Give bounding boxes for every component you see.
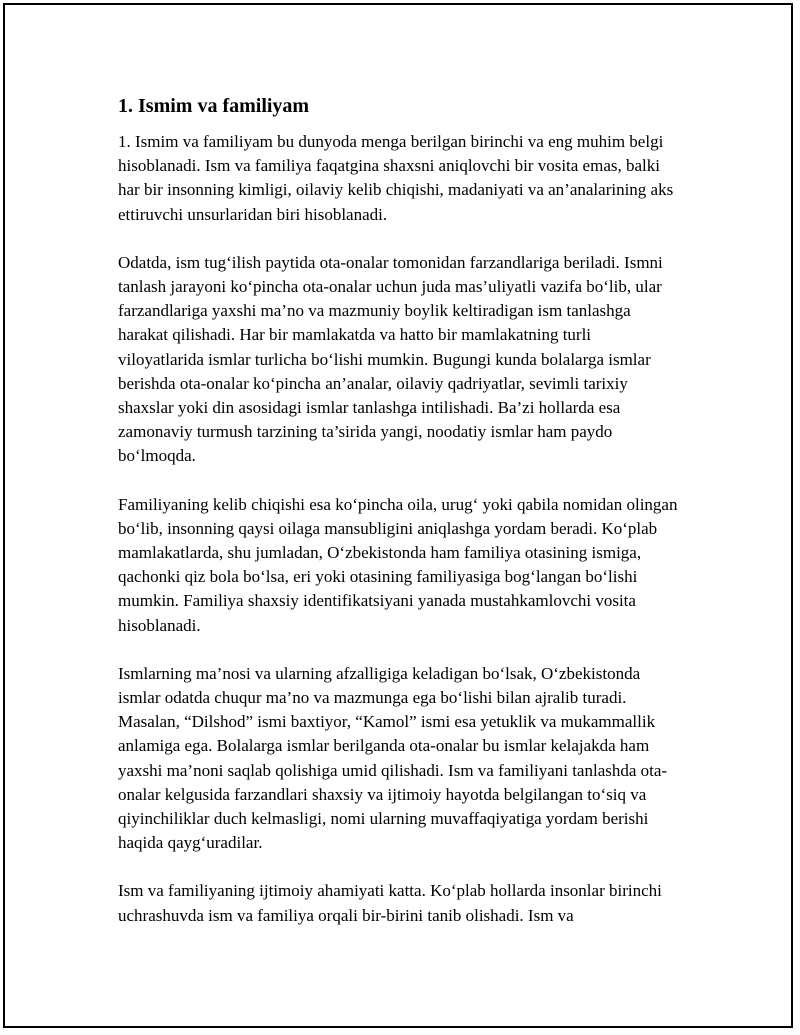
- paragraph-2: Odatda, ism tug‘ilish paytida ota-onalar tomonidan farzandlariga beriladi. Ismni tanlash jarayoni ko‘pincha ota-onalar uchun juda mas’uliyatli vazifa bo‘lib, ular farzandlariga yaxshi ma’no va mazmuniy boylik keltiradigan ism tanlashga harakat qilishadi. Har bir mamlakatda va hatto bir mamlakatning turli viloyatlarida ismlar turlicha bo‘lishi mumkin. Bugungi kunda bolalarga ismlar berishda ota-onalar ko‘pincha an’analar, oilaviy qadriyatlar, sevimli tarixiy shaxslar yoki din asosidagi ismlar tanlashga intilishadi. Ba’zi hollarda esa zamonaviy turmush tarzining ta’sirida yangi, noodatiy ismlar ham paydo bo‘lmoqda.: [118, 252, 663, 466]
- paragraph-4: Ismlarning ma’nosi va ularning afzalligiga keladigan bo‘lsak, O‘zbekistonda ismlar odatda chuqur ma’no va mazmunga ega bo‘lishi bilan ajralib turadi. Masalan, “Dilshod” ismi baxtiyor, “Kamol” ismi esa yetuklik va mukammallik anlamiga ega. Bolalarga ismlar berilganda ota-onalar bu ismlar kelajakda ham yaxshi ma’noni saqlab qolishiga umid qilishadi. Ism va familiyani tanlashda ota-onalar kelgusida farzandlari shaxsiy va ijtimoiy hayotda belgilangan to‘siq va qiyinchiliklar duch kelmasligi, nomi ularning muvaffaqiyatiga yordam berishi haqida qayg‘uradilar.: [118, 663, 668, 853]
- paragraph-1: 1. Ismim va familiyam bu dunyoda menga berilgan birinchi va eng muhim belgi hisoblanadi. Ism va familiya faqatgina shaxsni aniqlovchi bir vosita emas, balki har bir insonning kimligi, oilaviy kelib chiqishi, madaniyati va an’analarining aks ettiruvchi unsurlaridan biri hisoblanadi.: [118, 132, 674, 224]
- document-body: [118, 92, 678, 952]
- paragraph-3: Familiyaning kelib chiqishi esa ko‘pincha oila, urug‘ yoki qabila nomidan olingan bo‘lib, insonning qaysi oilaga mansubligini aniqlashga yordam beradi. Ko‘plab mamlakatlarda, shu jumladan, O‘zbekistonda ham familiya otasining ismiga, qachonki qiz bola bo‘lsa, eri yoki otasining familiyasiga bog‘langan bo‘lishi mumkin. Familiya shaxsiy identifikatsiyani yanada mustahkamlovchi vosita hisoblanadi.: [118, 494, 678, 635]
- paragraph-5: Ism va familiyaning ijtimoiy ahamiyati katta. Ko‘plab hollarda insonlar birinchi uchrashuvda ism va familiya orqali bir-birini tanib olishadi. Ism va: [118, 881, 662, 925]
- section-heading: 1. Ismim va familiyam: [118, 95, 310, 117]
